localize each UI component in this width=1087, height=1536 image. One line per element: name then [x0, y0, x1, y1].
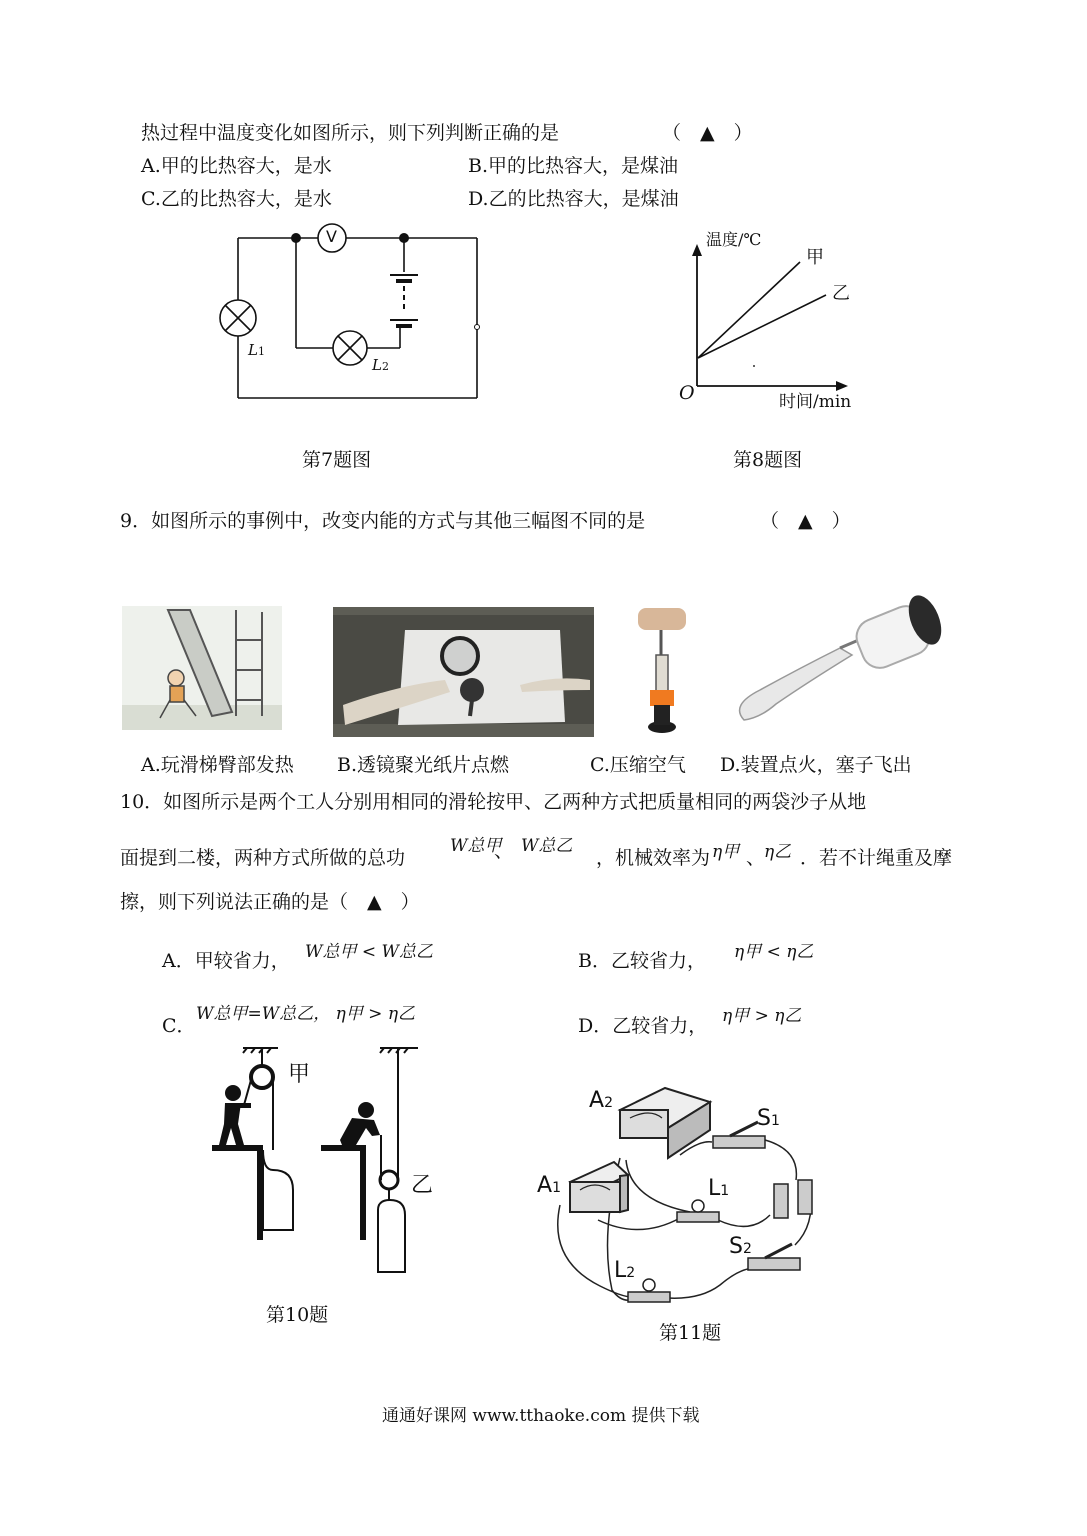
q10-separator-2: 、	[746, 847, 766, 869]
q10-option-d-text: D．乙较省力，	[578, 1015, 708, 1037]
fig7-l1-subscript: 1	[257, 345, 265, 358]
fig8-line-yi-label: 乙	[832, 283, 850, 304]
q11-l1-letter: L	[708, 1176, 721, 1201]
q11-l2-subscript: 2	[626, 1265, 636, 1281]
q10-label-jia: 甲	[288, 1062, 311, 1087]
q9-stem: 9．如图所示的事例中，改变内能的方式与其他三幅图不同的是	[120, 510, 646, 532]
q10-option-a-text: A．甲较省力，	[162, 950, 290, 972]
q10-eta-jia: η甲	[712, 842, 740, 862]
q10-eta-yi: η乙	[764, 842, 792, 862]
q9-caption-d: D.装置点火，塞子飞出	[720, 754, 912, 776]
q11-l1-subscript: 1	[720, 1183, 730, 1199]
q10-stem-line2-b: ，机械效率为	[596, 847, 711, 869]
q8-option-a: A.甲的比热容大，是水	[141, 155, 332, 177]
fig7-l1-letter: L	[248, 341, 258, 359]
q8-option-c: C.乙的比热容大，是水	[141, 188, 332, 210]
q10-caption: 第10题	[266, 1304, 329, 1326]
fig7-voltmeter-label: V	[326, 227, 337, 246]
ammeter-a2	[620, 1088, 710, 1158]
q9-caption-b: B.透镜聚光纸片点燃	[337, 754, 510, 776]
switch-s2	[748, 1258, 800, 1270]
q11-s1-letter: S	[757, 1106, 771, 1131]
q8-option-b: B.甲的比热容大，是煤油	[468, 155, 679, 177]
q9-caption-c: C.压缩空气	[590, 754, 686, 776]
q11-s2-letter: S	[729, 1234, 743, 1259]
fig8-line-jia-label: 甲	[806, 247, 824, 268]
fig7-l2-subscript: 2	[381, 360, 389, 373]
fig8-caption: 第8题图	[733, 449, 803, 471]
q10-stem-line3: 擦，则下列说法正确的是（ ▲ ）	[120, 891, 420, 913]
page-footer: 通通好课网 www.tthaoke.com 提供下载	[382, 1406, 700, 1426]
q11-l2-letter: L	[614, 1258, 627, 1283]
q11-a1-subscript: 1	[552, 1180, 561, 1196]
fig8-origin-label: O	[679, 382, 695, 404]
q11-a2-subscript: 2	[604, 1095, 613, 1111]
q10-option-b-formula: η甲 < η乙	[734, 942, 814, 962]
q9-answer-blank: （ ▲ ）	[760, 510, 851, 532]
q11-s2-subscript: 2	[742, 1241, 752, 1257]
battery-1	[774, 1184, 788, 1218]
q10-option-b-text: B．乙较省力，	[578, 950, 706, 972]
q10-option-c-text: C．	[162, 1015, 196, 1037]
fig8-ylabel: 温度/℃	[706, 230, 762, 249]
q11-a1-letter: A	[537, 1173, 553, 1198]
q10-label-yi: 乙	[411, 1173, 434, 1198]
q10-w-total-yi: W总乙	[521, 836, 573, 856]
lamp-l2	[628, 1292, 670, 1302]
q10-option-a-formula: W总甲 < W总乙	[305, 942, 433, 962]
q10-option-c-formula: W总甲=W总乙， η甲 > η乙	[196, 1004, 416, 1024]
q11-s1-subscript: 1	[770, 1113, 780, 1129]
ammeter-a1	[570, 1162, 628, 1212]
q10-stem-line2-c: ．若不计绳重及摩	[800, 847, 953, 869]
q8-option-d: D.乙的比热容大，是煤油	[468, 188, 679, 210]
q10-stem-line2-a: 面提到二楼，两种方式所做的总功	[120, 847, 406, 869]
q8-stem-tail: 热过程中温度变化如图所示，则下列判断正确的是	[141, 122, 560, 144]
q11-l2-label	[614, 1260, 635, 1282]
q11-a2-label	[589, 1090, 613, 1112]
switch-s1	[713, 1136, 765, 1148]
fig8-xlabel: 时间/min	[779, 392, 852, 412]
q10-option-d-formula: η甲 > η乙	[722, 1006, 802, 1026]
fig7-caption: 第7题图	[302, 449, 372, 471]
q9-caption-a: A.玩滑梯臀部发热	[141, 754, 294, 776]
q11-a2-letter: A	[589, 1088, 605, 1113]
q11-l1-label	[708, 1178, 729, 1200]
q10-separator-1: 、	[494, 840, 514, 862]
q11-s2-label	[729, 1236, 752, 1258]
q11-a1-label	[537, 1175, 561, 1197]
battery-2	[798, 1180, 812, 1214]
q10-w-total-jia: W总甲	[450, 836, 502, 856]
lamp-l1	[677, 1212, 719, 1222]
q8-answer-blank: （ ▲ ）	[662, 122, 753, 144]
q10-stem-line1: 10．如图所示是两个工人分别用相同的滑轮按甲、乙两种方式把质量相同的两袋沙子从地	[120, 791, 867, 813]
fig7-l2-letter: L	[372, 356, 382, 374]
q11-s1-label	[757, 1108, 780, 1130]
q11-caption: 第11题	[659, 1322, 722, 1344]
